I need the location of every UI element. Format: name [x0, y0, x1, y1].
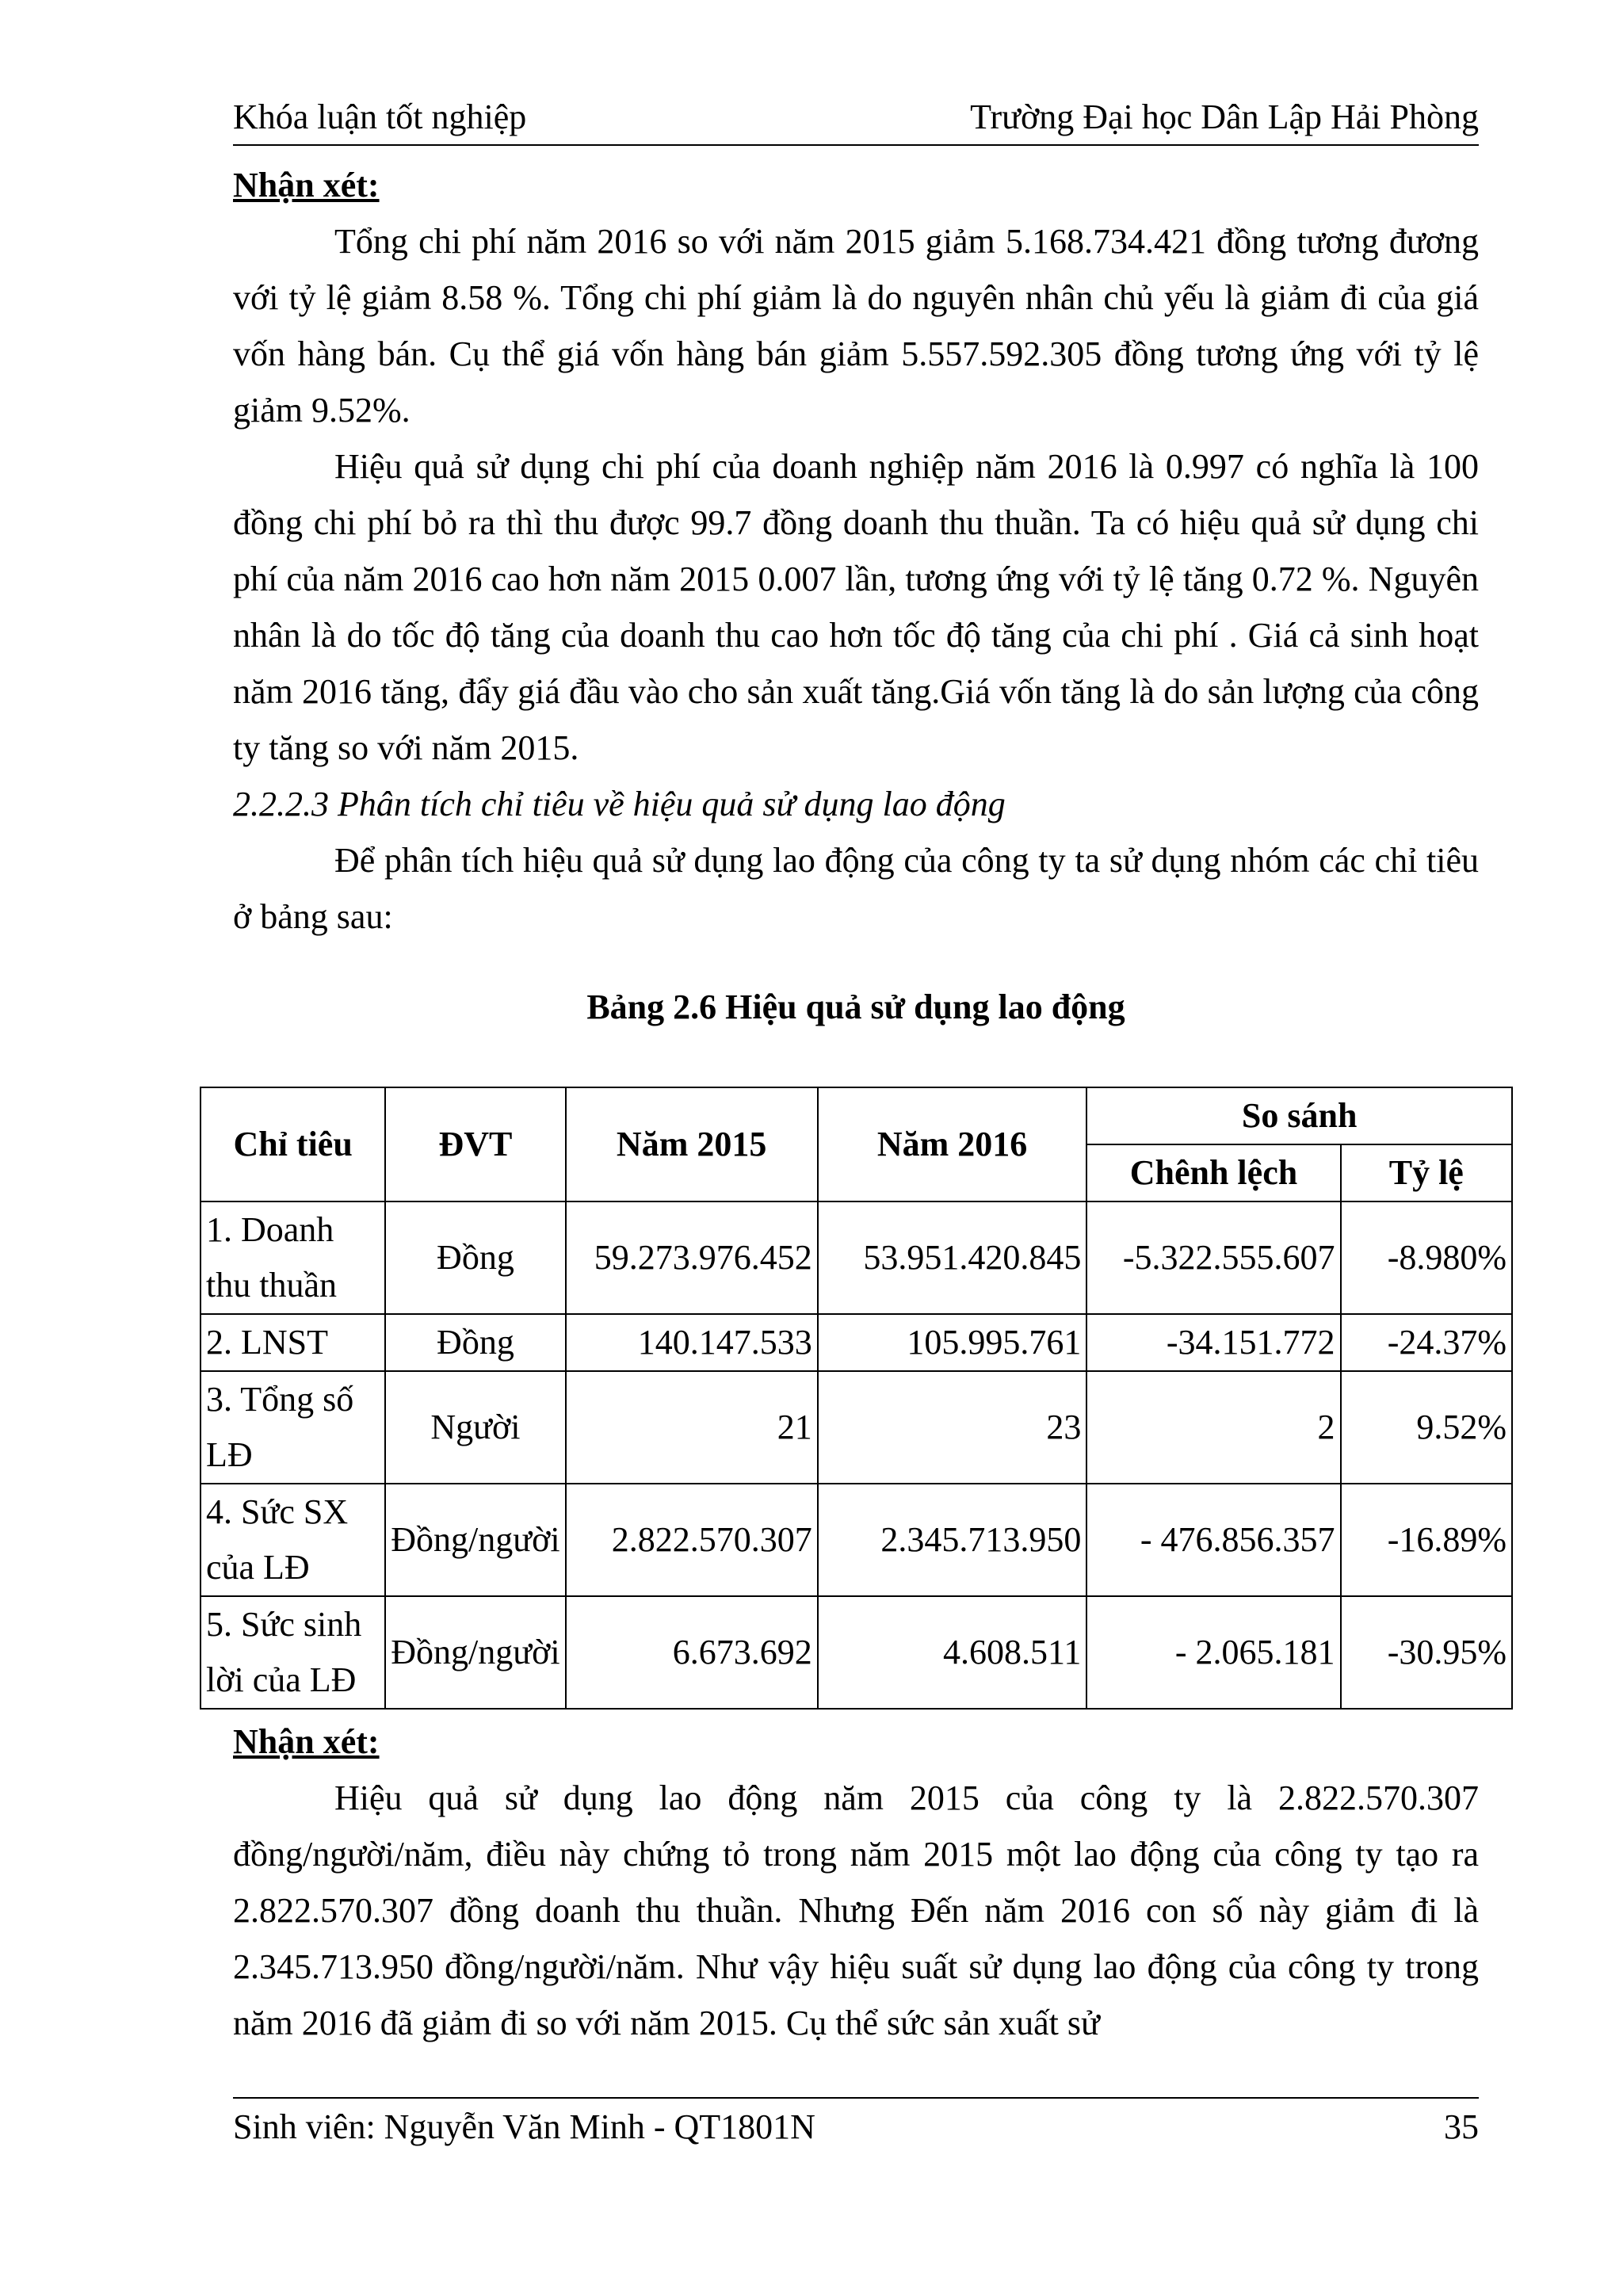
row-ratio: -16.89%: [1341, 1484, 1512, 1596]
row-ratio: -8.980%: [1341, 1201, 1512, 1314]
labor-efficiency-table: [200, 1087, 1513, 1710]
row-ratio: 9.52%: [1341, 1371, 1512, 1484]
row-unit: Đồng: [385, 1201, 565, 1314]
table-row: [200, 1371, 1512, 1484]
row-label: 2. LNST: [200, 1314, 385, 1371]
row-unit: Đồng/người: [385, 1596, 565, 1709]
row-difference: -5.322.555.607: [1086, 1201, 1340, 1314]
row-unit: Đồng: [385, 1314, 565, 1371]
table-row: [200, 1484, 1512, 1596]
row-difference: - 476.856.357: [1086, 1484, 1340, 1596]
row-difference: -34.151.772: [1086, 1314, 1340, 1371]
row-value-2016: 23: [818, 1371, 1087, 1484]
header-thesis-label: Khóa luận tốt nghiệp: [233, 97, 527, 136]
page-footer: [233, 2097, 1479, 2151]
footer-student-label: Sinh viên: Nguyễn Văn Minh - QT1801N: [233, 2107, 815, 2146]
row-value-2015: 140.147.533: [566, 1314, 818, 1371]
table-header-row: [200, 1087, 1512, 1144]
header-difference: Chênh lệch: [1086, 1144, 1340, 1201]
header-year-2015: Năm 2015: [566, 1087, 818, 1201]
remark-heading: Nhận xét:: [233, 1722, 380, 1761]
row-value-2015: 6.673.692: [566, 1596, 818, 1709]
row-value-2016: 53.951.420.845: [818, 1201, 1087, 1314]
header-unit: ĐVT: [385, 1087, 565, 1201]
row-value-2015: 21: [566, 1371, 818, 1484]
row-value-2016: 2.345.713.950: [818, 1484, 1087, 1596]
row-ratio: -30.95%: [1341, 1596, 1512, 1709]
remark-paragraph: Tổng chi phí năm 2016 so với năm 2015 giảm 5.168.734.421 đồng tương đương với tỷ lệ giảm 8.58 %. Tổng chi phí giảm là do nguyên nhân chủ yếu là giảm đi của giá vốn hàng bán. Cụ thể giá vốn hàng bán giảm 5.557.592.305 đồng tương ứng với tỷ lệ giảm 9.52%.: [233, 222, 1479, 430]
section-title: 2.2.2.3 Phân tích chỉ tiêu về hiệu quả sử dụng lao động: [233, 785, 1006, 823]
header-ratio: Tỷ lệ: [1341, 1144, 1512, 1201]
row-label: 1. Doanh thu thuần: [200, 1201, 385, 1314]
page-header: [233, 94, 1479, 146]
table-row: [200, 1201, 1512, 1314]
section-intro: Để phân tích hiệu quả sử dụng lao động của công ty ta sử dụng nhóm các chỉ tiêu ở bảng sau:: [233, 841, 1479, 936]
remark-paragraph: Hiệu quả sử dụng lao động năm 2015 của công ty là 2.822.570.307 đồng/người/năm, điều này chứng tỏ trong năm 2015 một lao động của công ty tạo ra 2.822.570.307 đồng doanh thu thuần. Nhưng Đến năm 2016 con số này giảm đi là 2.345.713.950 đồng/người/năm. Như vậy hiệu suất sử dụng lao động của công ty trong năm 2016 đã giảm đi so với năm 2015. Cụ thể sức sản xuất sử: [233, 1778, 1479, 2042]
page-number: 35: [1444, 2107, 1479, 2146]
table-row: [200, 1596, 1512, 1709]
row-value-2015: 2.822.570.307: [566, 1484, 818, 1596]
body-text-bottom: [233, 1713, 1479, 2051]
header-indicator: Chỉ tiêu: [200, 1087, 385, 1201]
row-value-2016: 4.608.511: [818, 1596, 1087, 1709]
header-compare: So sánh: [1086, 1087, 1512, 1144]
row-unit: Người: [385, 1371, 565, 1484]
row-label: 4. Sức SX của LĐ: [200, 1484, 385, 1596]
remark-paragraph: Hiệu quả sử dụng chi phí của doanh nghiệp năm 2016 là 0.997 có nghĩa là 100 đồng chi phí bỏ ra thì thu được 99.7 đồng doanh thu thuần. Ta có hiệu quả sử dụng chi phí của năm 2016 cao hơn năm 2015 0.007 lần, tương ứng với tỷ lệ tăng 0.72 %. Nguyên nhân là do tốc độ tăng của doanh thu cao hơn tốc độ tăng của chi phí . Giá cả sinh hoạt năm 2016 tăng, đẩy giá đầu vào cho sản xuất tăng.Giá vốn tăng là do sản lượng của công ty tăng so với năm 2015.: [233, 447, 1479, 767]
remark-heading: Nhận xét:: [233, 166, 380, 204]
row-difference: 2: [1086, 1371, 1340, 1484]
row-label: 5. Sức sinh lời của LĐ: [200, 1596, 385, 1709]
table-caption: Bảng 2.6 Hiệu quả sử dụng lao động: [586, 988, 1125, 1026]
row-ratio: -24.37%: [1341, 1314, 1512, 1371]
header-university-label: Trường Đại học Dân Lập Hải Phòng: [970, 97, 1479, 136]
row-unit: Đồng/người: [385, 1484, 565, 1596]
row-label: 3. Tổng số LĐ: [200, 1371, 385, 1484]
row-difference: - 2.065.181: [1086, 1596, 1340, 1709]
header-year-2016: Năm 2016: [818, 1087, 1087, 1201]
row-value-2016: 105.995.761: [818, 1314, 1087, 1371]
body-text-top: [233, 157, 1479, 1059]
table-row: [200, 1314, 1512, 1371]
row-value-2015: 59.273.976.452: [566, 1201, 818, 1314]
